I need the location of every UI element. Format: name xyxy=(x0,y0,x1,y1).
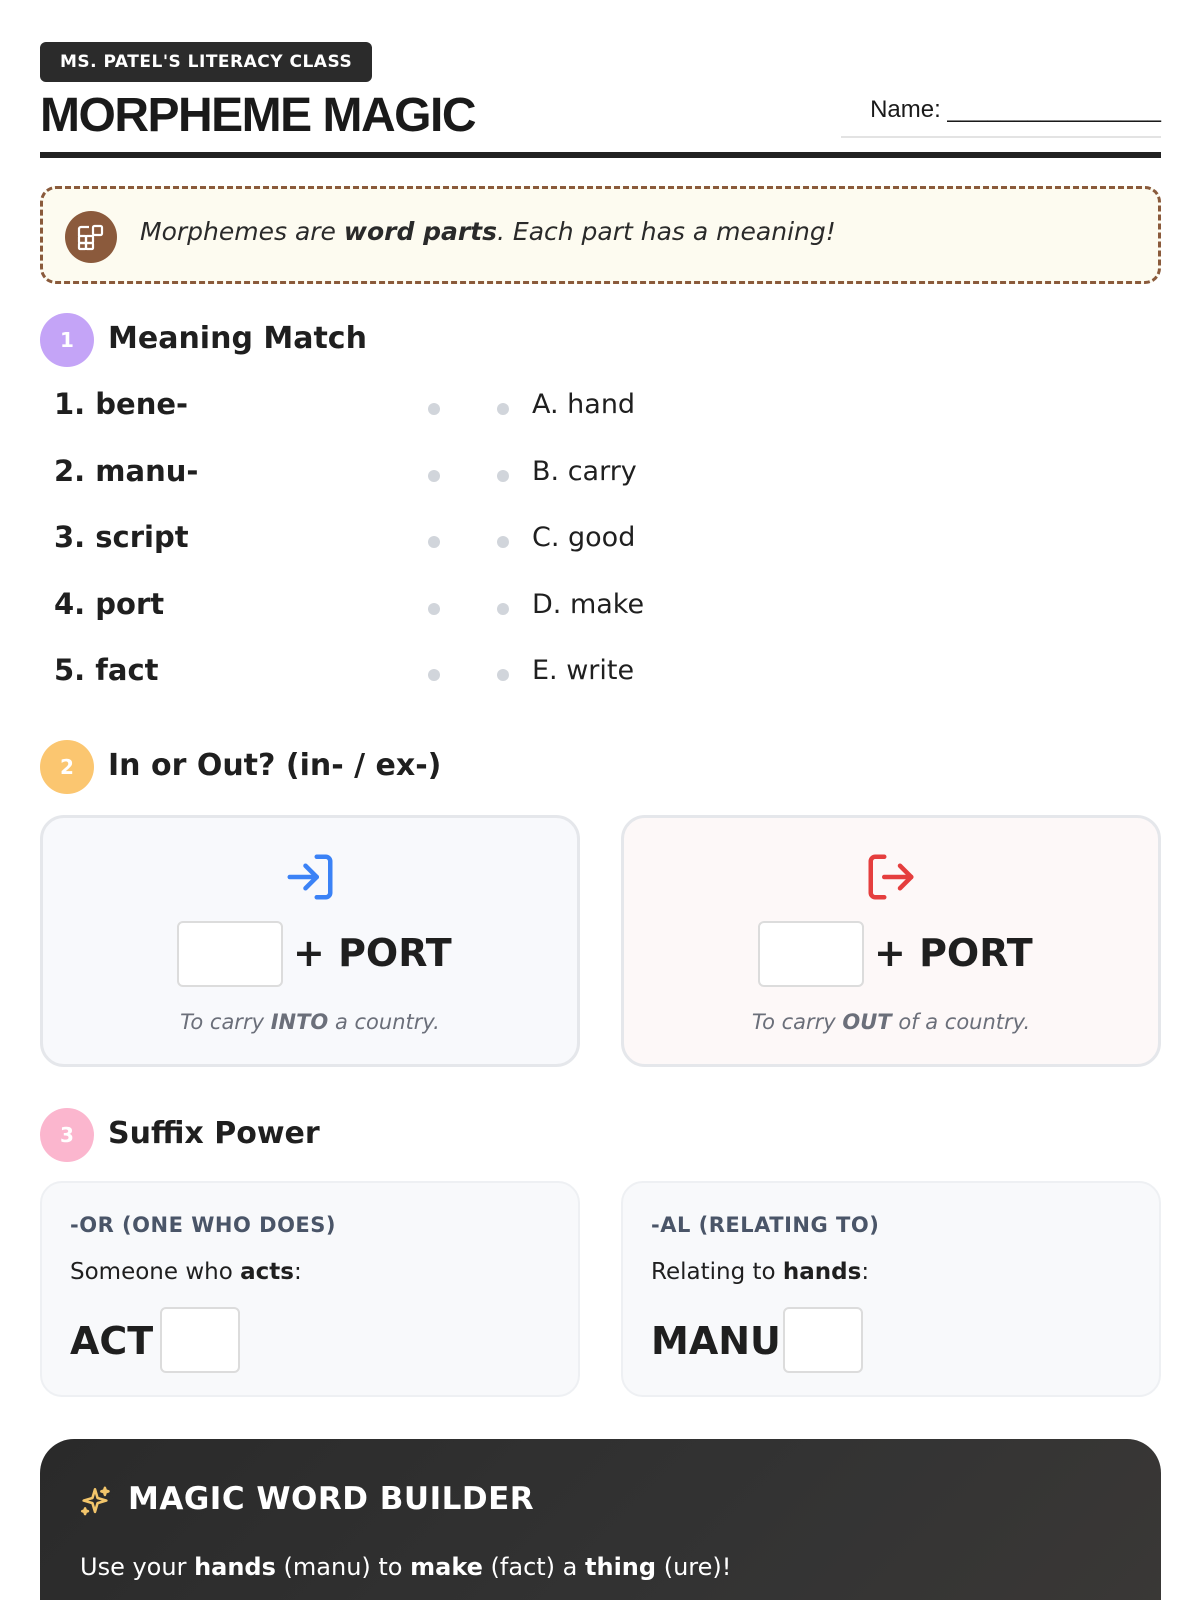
class-badge: MS. PATEL'S LITERACY CLASS xyxy=(40,42,372,82)
match-dot-right[interactable] xyxy=(497,669,509,681)
blocks-icon xyxy=(65,211,117,263)
out-card xyxy=(621,815,1161,1067)
morpheme-item: 1. bene- xyxy=(54,387,189,421)
morpheme-item: 2. manu- xyxy=(54,453,199,488)
match-dot-right[interactable] xyxy=(497,603,509,615)
sign-out-icon xyxy=(864,850,918,904)
meaning-item: C. good xyxy=(532,522,636,553)
match-dot-left[interactable] xyxy=(428,669,440,681)
morpheme-item: 4. port xyxy=(54,586,165,621)
match-dot-left[interactable] xyxy=(428,403,440,415)
suffix-label: -AL (RELATING TO) xyxy=(651,1213,880,1237)
suffix-label: -OR (ONE WHO DOES) xyxy=(70,1213,336,1237)
suffix-answer-box[interactable] xyxy=(160,1307,240,1373)
intro-text: Morphemes are word parts. Each part has a meaning! xyxy=(140,217,836,246)
sparkles-icon xyxy=(78,1485,112,1519)
root-word: MANU xyxy=(651,1319,781,1363)
prefix-answer-box[interactable] xyxy=(177,921,283,987)
match-dot-right[interactable] xyxy=(497,470,509,482)
suffix-answer-box[interactable] xyxy=(783,1307,863,1373)
prefix-answer-box[interactable] xyxy=(758,921,864,987)
section-title: Suffix Power xyxy=(108,1116,320,1151)
in-card xyxy=(40,815,580,1067)
meaning-item: E. write xyxy=(532,655,635,686)
magic-word-builder xyxy=(40,1439,1161,1600)
root-word: ACT xyxy=(70,1319,154,1363)
section-title: In or Out? (in- / ex-) xyxy=(108,748,442,783)
root-word: + PORT xyxy=(874,931,1033,975)
name-field[interactable]: Name: ________________ xyxy=(841,92,1161,138)
section-number: 2 xyxy=(40,740,94,794)
builder-instructions: Use your hands (manu) to make (fact) a thing (ure)! xyxy=(80,1553,732,1581)
section-number: 3 xyxy=(40,1108,94,1162)
match-dot-left[interactable] xyxy=(428,470,440,482)
builder-title: MAGIC WORD BUILDER xyxy=(128,1481,535,1517)
definition: To carry INTO a country. xyxy=(180,1010,440,1034)
page-title: MORPHEME MAGIC xyxy=(40,89,475,142)
meaning-item: D. make xyxy=(532,588,645,620)
definition: To carry OUT of a country. xyxy=(751,1010,1031,1034)
match-row xyxy=(40,450,1161,500)
match-dot-left[interactable] xyxy=(428,603,440,615)
match-row xyxy=(40,649,1161,699)
suffix-prompt: Someone who acts: xyxy=(70,1259,302,1285)
match-row xyxy=(40,383,1161,433)
sign-in-icon xyxy=(283,850,337,904)
section-title: Meaning Match xyxy=(108,321,367,356)
section-number: 1 xyxy=(40,313,94,367)
morpheme-item: 5. fact xyxy=(54,653,159,687)
match-dot-left[interactable] xyxy=(428,536,440,548)
header-divider xyxy=(40,152,1161,158)
root-word: + PORT xyxy=(293,931,452,975)
match-row xyxy=(40,516,1161,566)
suffix-card-or xyxy=(40,1181,580,1397)
meaning-item: A. hand xyxy=(532,389,636,420)
suffix-card-al xyxy=(621,1181,1161,1397)
suffix-prompt: Relating to hands: xyxy=(651,1259,870,1285)
intro-callout xyxy=(40,186,1161,284)
meaning-item: B. carry xyxy=(532,455,637,487)
match-dot-right[interactable] xyxy=(497,536,509,548)
match-row xyxy=(40,583,1161,633)
match-dot-right[interactable] xyxy=(497,403,509,415)
worksheet xyxy=(40,0,1161,1600)
morpheme-item: 3. script xyxy=(54,520,189,554)
